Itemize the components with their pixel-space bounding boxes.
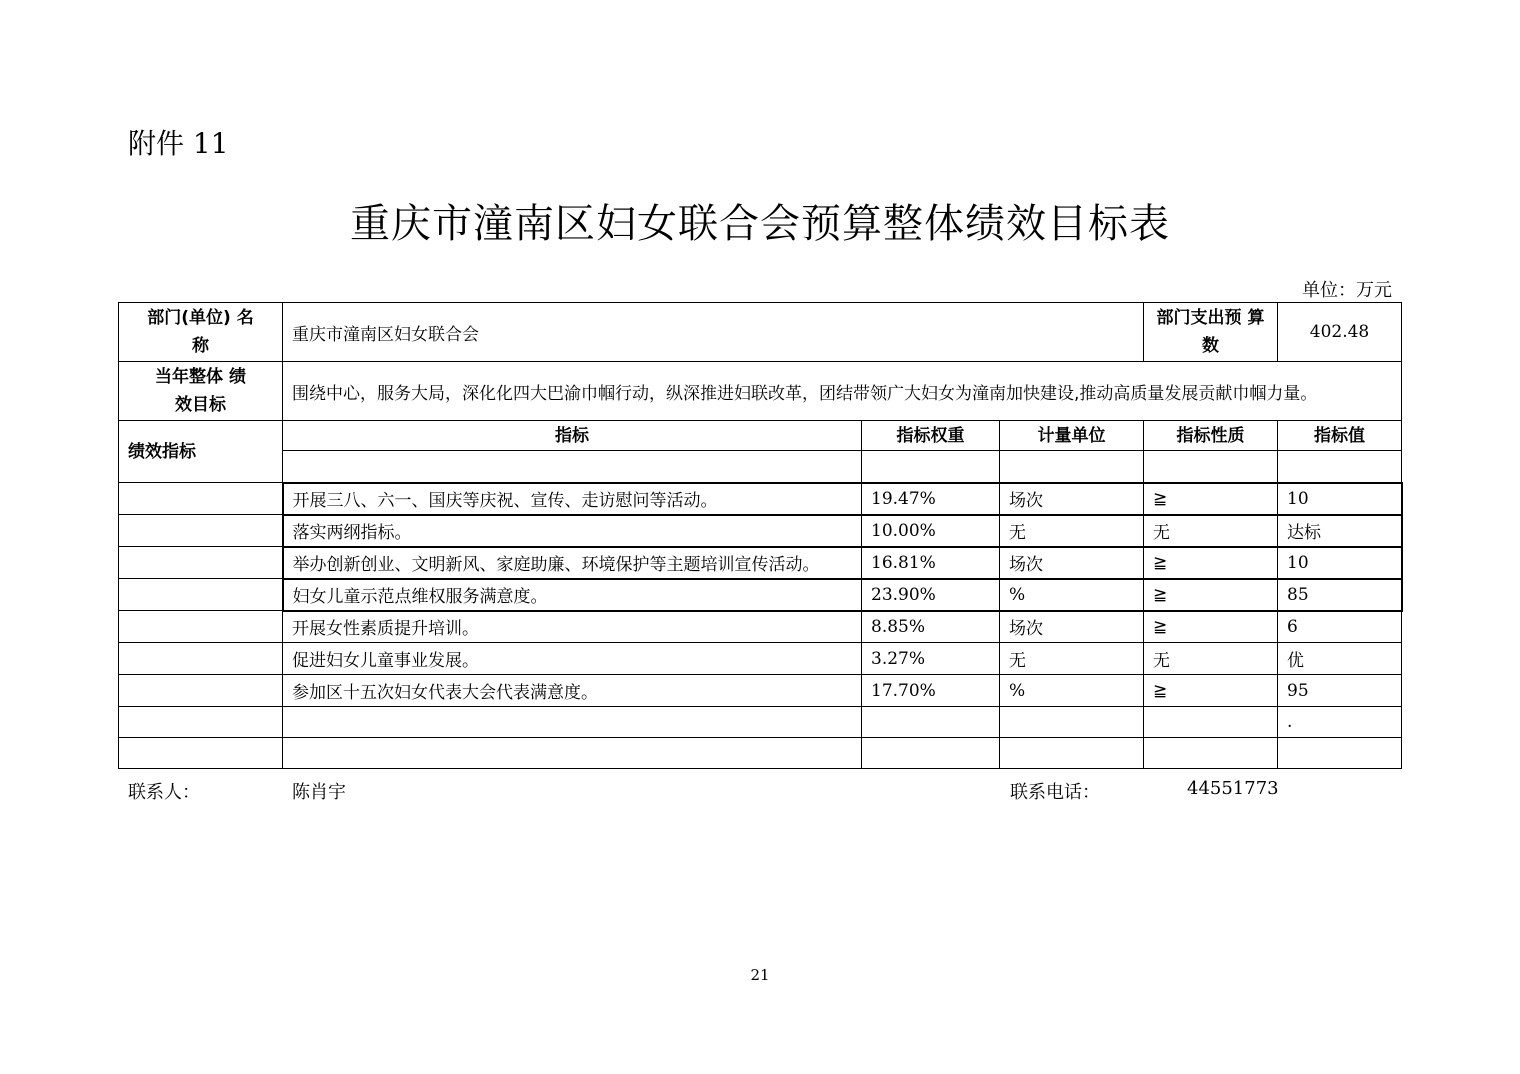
col-value: 指标值 — [1278, 421, 1402, 451]
indicator-value: 6 — [1278, 611, 1402, 643]
indicator-weight: 8.85% — [862, 611, 1000, 643]
indicator-weight: 19.47% — [862, 483, 1000, 515]
indicator-weight: 10.00% — [862, 515, 1000, 547]
indicator-name: 举办创新创业、文明新风、家庭助廉、环境保护等主题培训宣传活动。 — [283, 547, 862, 579]
indicator-unit — [1000, 707, 1144, 738]
indicator-weight: 17.70% — [862, 675, 1000, 707]
indicator-name: 落实两纲指标。 — [283, 515, 862, 547]
attachment-label: 附件 11 — [128, 127, 229, 160]
indicator-nature: ≧ — [1144, 611, 1278, 643]
unit-label: 单位：万元 — [1302, 280, 1392, 301]
dept-name: 重庆市潼南区妇女联合会 — [283, 303, 1144, 362]
indicator-nature: ≧ — [1144, 579, 1278, 611]
goal-row — [119, 362, 1402, 421]
indicator-weight: 16.81% — [862, 547, 1000, 579]
blank-header-row — [119, 451, 1402, 483]
indicator-unit: 场次 — [1000, 483, 1144, 515]
col-weight: 指标权重 — [862, 421, 1000, 451]
dept-label: 部门(单位) 名 称 — [119, 303, 283, 362]
col-indicator: 指标 — [283, 421, 862, 451]
indicator-unit: % — [1000, 579, 1144, 611]
indicator-value: 优 — [1278, 643, 1402, 675]
budget-value: 402.48 — [1278, 303, 1402, 362]
dept-row — [119, 303, 1402, 362]
phone-value: 44551773 — [1187, 778, 1279, 799]
indicator-unit: 场次 — [1000, 547, 1144, 579]
indicator-unit: 无 — [1000, 643, 1144, 675]
indicator-nature: 无 — [1144, 643, 1278, 675]
indicator-name: 妇女儿童示范点维权服务满意度。 — [283, 579, 862, 611]
indicator-value: 10 — [1278, 547, 1402, 579]
contact-label: 联系人： — [128, 782, 200, 803]
indicator-name: 促进妇女儿童事业发展。 — [283, 643, 862, 675]
indicator-nature: 无 — [1144, 515, 1278, 547]
phone-label: 联系电话： — [1010, 782, 1100, 803]
performance-table — [118, 302, 1403, 769]
column-header-row — [119, 421, 1402, 451]
indicator-name: 参加区十五次妇女代表大会代表满意度。 — [283, 675, 862, 707]
indicator-value: 10 — [1278, 483, 1402, 515]
budget-label: 部门支出预 算数 — [1144, 303, 1278, 362]
goal-text: 围绕中心，服务大局，深化化四大巴渝巾帼行动，纵深推进妇联改革，团结带领广大妇女为潼南加快建设,推动高质量发展贡献巾帼力量。 — [283, 362, 1402, 421]
indicator-value: 95 — [1278, 675, 1402, 707]
table-row — [119, 483, 1402, 515]
indicator-unit: 场次 — [1000, 611, 1144, 643]
table-row — [119, 675, 1402, 707]
page-number: 21 — [750, 966, 770, 984]
indicator-nature: ≧ — [1144, 675, 1278, 707]
indicator-name: 开展女性素质提升培训。 — [283, 611, 862, 643]
table-row — [119, 611, 1402, 643]
contact-name: 陈肖宇 — [292, 782, 346, 803]
col-nature: 指标性质 — [1144, 421, 1278, 451]
table-row — [119, 547, 1402, 579]
indicator-name — [283, 738, 862, 769]
indicator-value — [1278, 738, 1402, 769]
col-unit: 计量单位 — [1000, 421, 1144, 451]
page-title: 重庆市潼南区妇女联合会预算整体绩效目标表 — [350, 201, 1170, 247]
section-label: 绩效指标 — [119, 421, 283, 483]
indicator-weight — [862, 738, 1000, 769]
indicator-nature — [1144, 738, 1278, 769]
indicator-weight: 3.27% — [862, 643, 1000, 675]
indicator-unit — [1000, 738, 1144, 769]
indicator-value: 85 — [1278, 579, 1402, 611]
indicator-weight — [862, 707, 1000, 738]
indicator-weight: 23.90% — [862, 579, 1000, 611]
table-row — [119, 643, 1402, 675]
indicator-nature: ≧ — [1144, 483, 1278, 515]
indicator-name: 开展三八、六一、国庆等庆祝、宣传、走访慰问等活动。 — [283, 483, 862, 515]
indicator-unit: % — [1000, 675, 1144, 707]
table-row — [119, 579, 1402, 611]
indicator-nature: ≧ — [1144, 547, 1278, 579]
table-row — [119, 738, 1402, 769]
indicator-name — [283, 707, 862, 738]
indicator-unit: 无 — [1000, 515, 1144, 547]
indicator-value: 达标 — [1278, 515, 1402, 547]
table-row — [119, 515, 1402, 547]
goal-label: 当年整体 绩效目标 — [119, 362, 283, 421]
indicator-value: . — [1278, 707, 1402, 738]
indicator-nature — [1144, 707, 1278, 738]
table-row — [119, 707, 1402, 738]
